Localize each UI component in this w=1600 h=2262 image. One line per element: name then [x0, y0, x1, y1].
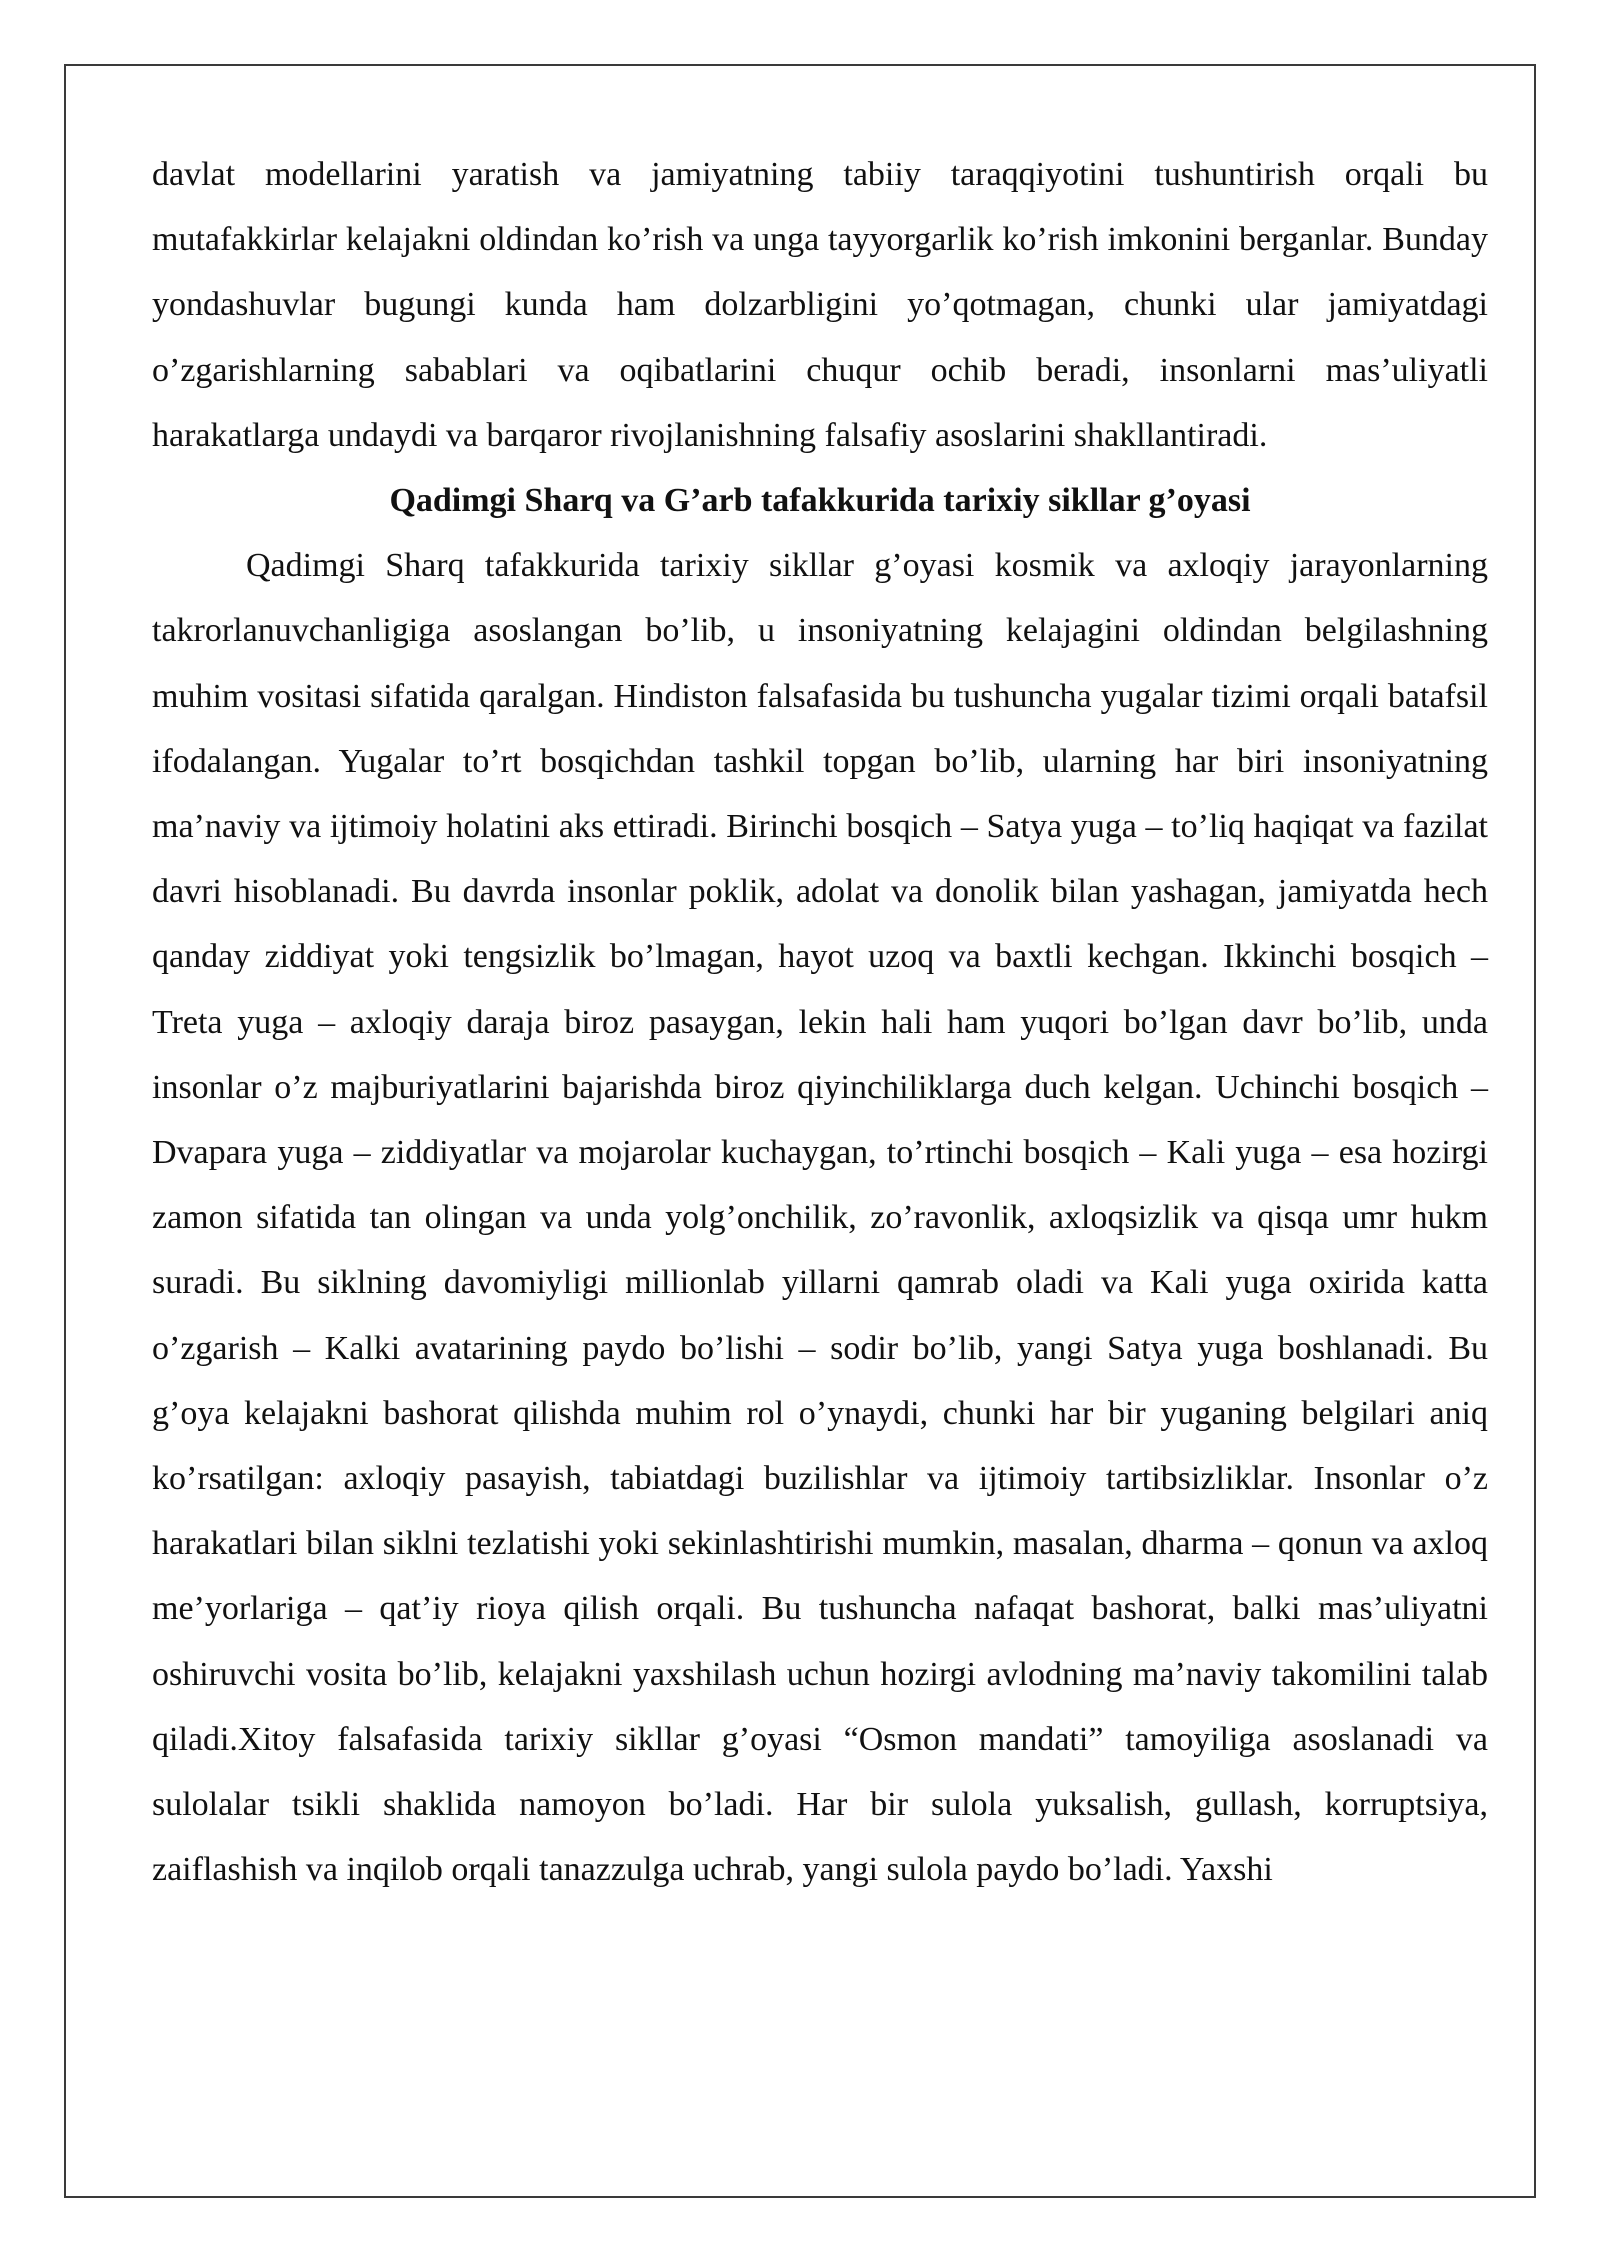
- paragraph-continuation: davlat modellarini yaratish va jamiyatning tabiiy taraqqiyotini tushuntirish orqali bu mutafakkirlar kelajakni oldindan ko’rish va unga tayyorgarlik ko’rish imkonini berganlar. Bunday yondashuvlar bugungi kunda ham dolzarbligini yo’qotmagan, chunki ular jamiyatdagi o’zgarishlarning sabablari va oqibatlarini chuqur ochib beradi, insonlarni mas’uliyatli harakatlarga undaydi va barqaror rivojlanishning falsafiy asoslarini shakllantiradi.: [152, 156, 1488, 454]
- paragraph-main: Qadimgi Sharq tafakkurida tarixiy sikllar g’oyasi kosmik va axloqiy jarayonlarning takrorlanuvchanligiga asoslangan bo’lib, u insoniyatning kelajagini oldindan belgilashning muhim vositasi sifatida qaralgan. Hindiston falsafasida bu tushuncha yugalar tizimi orqali batafsil ifodalangan. Yugalar to’rt bosqichdan tashkil topgan bo’lib, ularning har biri insoniyatning ma’naviy va ijtimoiy holatini aks ettiradi. Birinchi bosqich – Satya yuga – to’liq haqiqat va fazilat davri hisoblanadi. Bu davrda insonlar poklik, adolat va donolik bilan yashagan, jamiyatda hech qanday ziddiyat yoki tengsizlik bo’lmagan, hayot uzoq va baxtli kechgan. Ikkinchi bosqich – Treta yuga – axloqiy daraja biroz pasaygan, lekin hali ham yuqori bo’lgan davr bo’lib, unda insonlar o’z majburiyatlarini bajarishda biroz qiyinchiliklarga duch kelgan. Uchinchi bosqich – Dvapara yuga – ziddiyatlar va mojarolar kuchaygan, to’rtinchi bosqich – Kali yuga – esa hozirgi zamon sifatida tan olingan va unda yolg’onchilik, zo’ravonlik, axloqsizlik va qisqa umr hukm suradi. Bu siklning davomiyligi millionlab yillarni qamrab oladi va Kali yuga oxirida katta o’zgarish – Kalki avatarining paydo bo’lishi – sodir bo’lib, yangi Satya yuga boshlanadi. Bu g’oya kelajakni bashorat qilishda muhim rol o’ynaydi, chunki har bir yuganing belgilari aniq ko’rsatilgan: axloqiy pasayish, tabiatdagi buzilishlar va ijtimoiy tartibsizliklar. Insonlar o’z harakatlari bilan siklni tezlatishi yoki sekinlashtirishi mumkin, masalan, dharma – qonun va axloq me’yorlariga – qat’iy rioya qilish orqali. Bu tushuncha nafaqat bashorat, balki mas’uliyatni oshiruvchi vosita bo’lib, kelajakni yaxshilash uchun hozirgi avlodning ma’naviy takomilini talab qiladi.Xitoy falsafasida tarixiy sikllar g’oyasi “Osmon mandati” tamoyiliga asoslanadi va sulolalar tsikli shaklida namoyon bo’ladi. Har bir sulola yuksalish, gullash, korruptsiya, zaiflashish va inqilob orqali tanazzulga uchrab, yangi sulola paydo bo’ladi. Yaxshi: [152, 547, 1488, 1889]
- document-body: [152, 142, 1488, 1902]
- section-heading: Qadimgi Sharq va G’arb tafakkurida tarixiy sikllar g’oyasi: [389, 482, 1251, 520]
